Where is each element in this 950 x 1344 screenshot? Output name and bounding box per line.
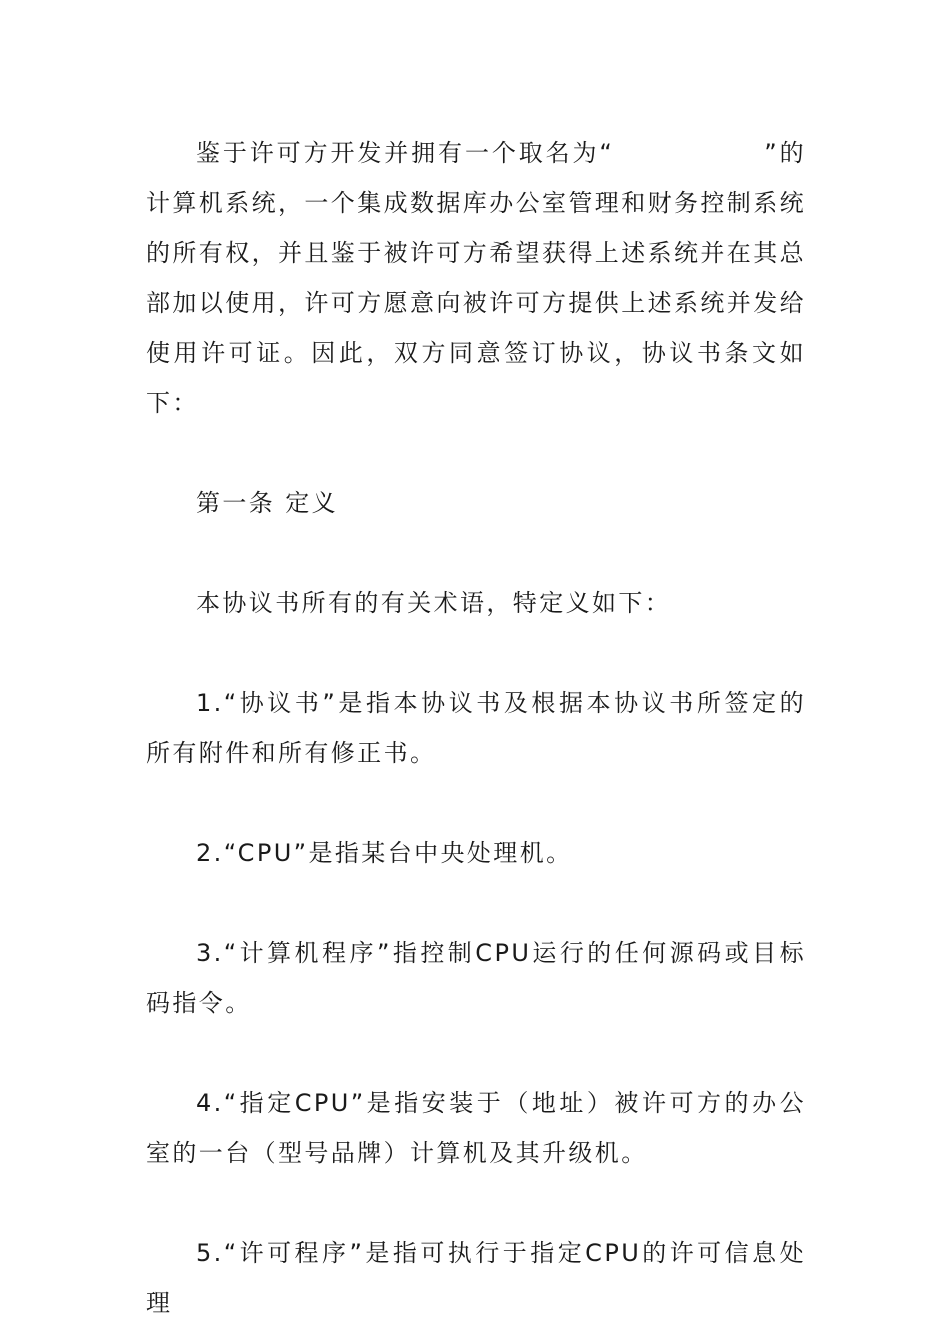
definition-item: 3.“计算机程序”指控制CPU运行的任何源码或目标码指令。 bbox=[146, 939, 806, 1017]
definitions-intro: 本协议书所有的有关术语，特定义如下： bbox=[196, 589, 672, 617]
intro-paragraph bbox=[146, 128, 806, 428]
document-body bbox=[146, 128, 806, 1328]
definition-item: 5.“许可程序”是指可执行于指定CPU的许可信息处理 bbox=[146, 1239, 806, 1317]
article-heading: 第一条 定义 bbox=[196, 489, 339, 517]
definition-item: 2.“CPU”是指某台中央处理机。 bbox=[196, 839, 573, 867]
intro-text-before-blank: 鉴于许可方开发并拥有一个取名为“ bbox=[196, 139, 615, 167]
definition-item: 4.“指定CPU”是指安装于（地址）被许可方的办公室的一台（型号品牌）计算机及其升级机。 bbox=[146, 1089, 806, 1167]
definition-item: 1.“协议书”是指本协议书及根据本协议书所签定的所有附件和所有修正书。 bbox=[146, 689, 806, 767]
intro-text-after-blank: ”的计算机系统，一个集成数据库办公室管理和财务控制系统的所有权，并且鉴于被许可方希望获得上述系统并在其总部加以使用，许可方愿意向被许可方提供上述系统并发给使用许可证。因此，双方同意签订协议，协议书条文如下： bbox=[146, 139, 806, 417]
